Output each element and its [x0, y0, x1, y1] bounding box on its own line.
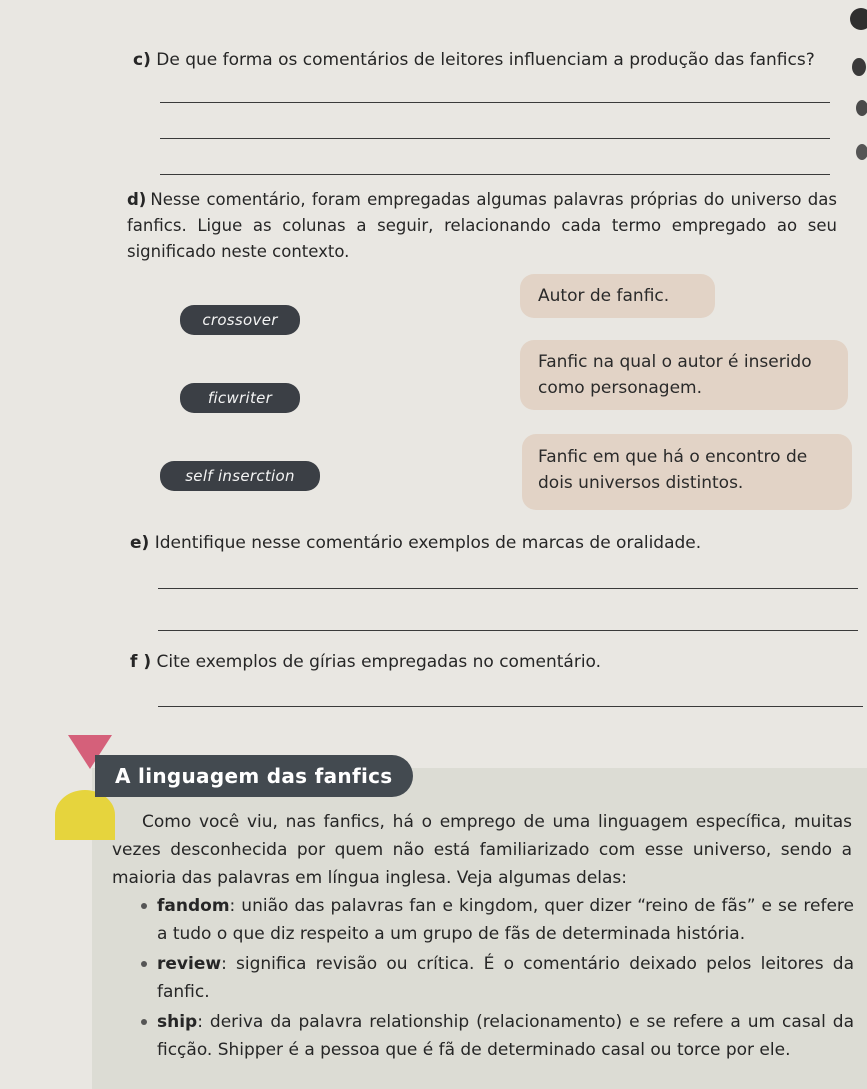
answer-line[interactable]	[158, 588, 858, 589]
question-text: Identifique nesse comentário exemplos de marcas de oralidade.	[154, 533, 702, 553]
question-e	[130, 531, 830, 555]
question-letter: e)	[130, 533, 150, 553]
question-f	[130, 650, 830, 674]
bullet-fandom	[157, 892, 854, 948]
answer-line[interactable]	[160, 102, 830, 103]
question-letter: f )	[130, 652, 152, 672]
answer-line[interactable]	[158, 706, 863, 707]
page-edge-mark	[856, 100, 867, 116]
definition-text: Fanfic em que há o encontro de dois universos distintos.	[538, 447, 808, 493]
bullet-term: ship	[157, 1012, 198, 1032]
bullet-term: review	[157, 954, 222, 974]
question-text: Nesse comentário, foram empregadas algumas palavras próprias do universo das fanfics. Ligue as colunas a seguir, relacionando cada termo empregado ao seu significado neste contexto.	[127, 190, 837, 261]
bullet-text: : união das palavras fan e kingdom, quer dizer “reino de fãs” e se refere a tudo o que diz respeito a um grupo de fãs de determinada história.	[157, 896, 854, 944]
question-letter: d)	[127, 190, 147, 209]
definition-author[interactable]	[520, 274, 715, 318]
page-edge-mark	[852, 58, 866, 76]
answer-line[interactable]	[160, 138, 830, 139]
definition-text: Fanfic na qual o autor é inserido como personagem.	[538, 352, 812, 398]
term-self-inserction[interactable]: self inserction	[160, 461, 320, 491]
term-crossover[interactable]: crossover	[180, 305, 300, 335]
question-c	[133, 48, 833, 72]
question-d	[127, 187, 837, 265]
definition-self-insert[interactable]	[520, 340, 848, 410]
bullet-text: : significa revisão ou crítica. É o comentário deixado pelos leitores da fanfic.	[157, 954, 854, 1002]
bullet-review	[157, 950, 854, 1006]
bullet-term: fandom	[157, 896, 230, 916]
section-title: A linguagem das fanfics	[95, 755, 413, 797]
question-text: De que forma os comentários de leitores influenciam a produção das fanfics?	[156, 50, 815, 70]
page-edge-mark	[850, 8, 867, 30]
section-intro: Como você viu, nas fanfics, há o emprego de uma linguagem específica, muitas vezes desconhecida por quem não está familiarizado com esse universo, sendo a maioria das palavras em língua inglesa. Veja algumas delas:	[112, 812, 852, 888]
bullet-text: : deriva da palavra relationship (relacionamento) e se refere a um casal da ficção. Shipper é a pessoa que é fã de determinado casal ou torce por ele.	[157, 1012, 854, 1060]
bullet-ship	[157, 1008, 854, 1064]
page-edge-mark	[856, 144, 867, 160]
question-text: Cite exemplos de gírias empregadas no comentário.	[156, 652, 602, 672]
definition-text: Autor de fanfic.	[538, 286, 670, 306]
answer-line[interactable]	[160, 174, 830, 175]
question-letter: c)	[133, 50, 151, 70]
term-ficwriter[interactable]: ficwriter	[180, 383, 300, 413]
definition-crossover[interactable]	[522, 434, 852, 510]
answer-line[interactable]	[158, 630, 858, 631]
decorative-shape	[55, 790, 115, 840]
